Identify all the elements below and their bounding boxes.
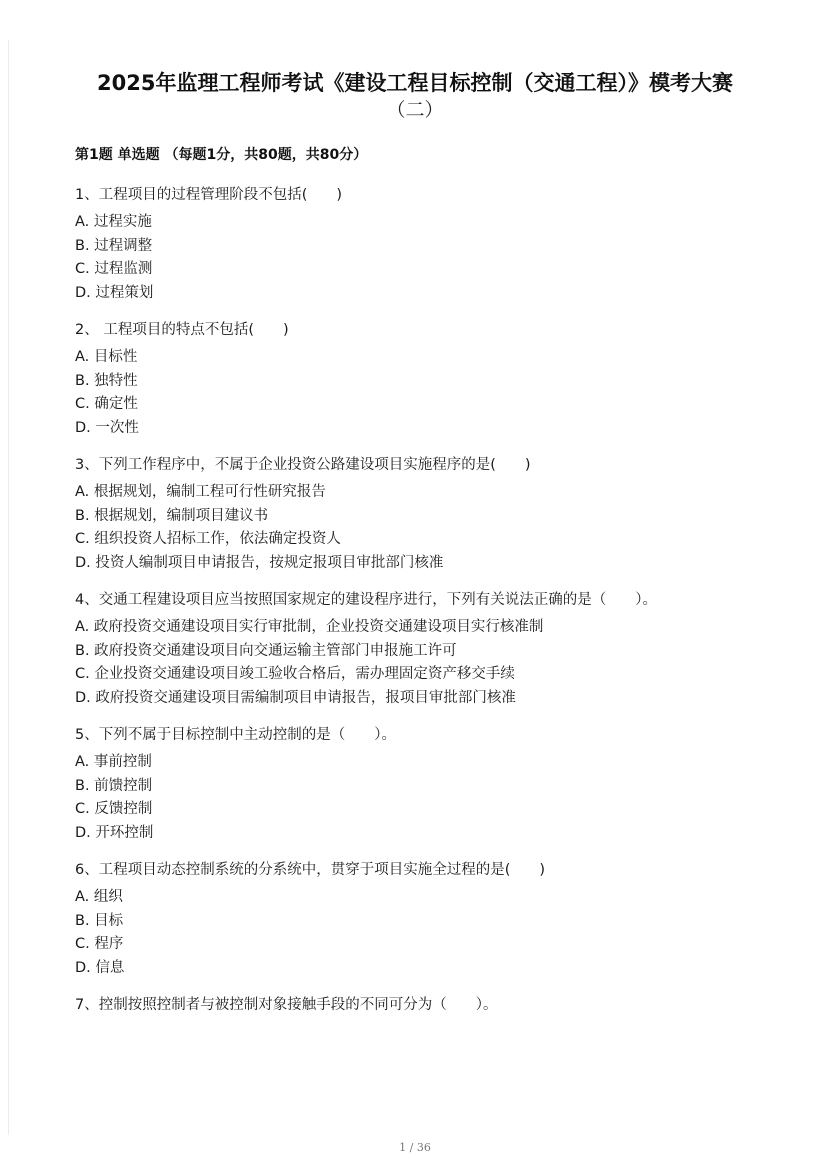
- question-6: [75, 859, 715, 980]
- option-d: D. 过程策划: [75, 284, 154, 301]
- option-c: C. 企业投资交通建设项目竣工验收合格后，需办理固定资产移交手续: [75, 666, 515, 682]
- question-1: [75, 184, 715, 305]
- question-stem: 4、交通工程建设项目应当按照国家规定的建设程序进行，下列有关说法正确的是（ ）。: [75, 592, 657, 608]
- question-stem: 3、下列工作程序中，不属于企业投资公路建设项目实施程序的是( ): [75, 457, 531, 473]
- question-stem: 5、下列不属于目标控制中主动控制的是（ ）。: [75, 727, 396, 743]
- option-c: C. 过程监测: [75, 261, 153, 277]
- option-a: A. 过程实施: [75, 214, 152, 230]
- option-b: B. 过程调整: [75, 237, 153, 254]
- question-2: [75, 319, 715, 440]
- title-text: 2025年监理工程师考试《建设工程目标控制（交通工程）》模考大赛: [97, 71, 733, 95]
- option-c: C. 确定性: [75, 396, 138, 412]
- option-a: A. 政府投资交通建设项目实行审批制，企业投资交通建设项目实行核准制: [75, 619, 544, 635]
- document-title: [60, 70, 770, 124]
- question-stem: 7、控制按照控制者与被控制对象接触手段的不同可分为（ ）。: [75, 997, 498, 1013]
- option-b: B. 目标: [75, 912, 124, 929]
- option-c: C. 反馈控制: [75, 801, 153, 817]
- option-b: B. 独特性: [75, 372, 138, 389]
- option-a: A. 组织: [75, 889, 123, 905]
- option-b: B. 前馈控制: [75, 777, 153, 794]
- option-c: C. 组织投资人招标工作，依法确定投资人: [75, 531, 341, 547]
- option-b: B. 根据规划，编制项目建议书: [75, 507, 269, 524]
- title-subtitle: （二）: [386, 99, 444, 121]
- page-edge: [8, 40, 9, 1135]
- question-5: [75, 724, 715, 845]
- option-d: D. 一次性: [75, 419, 139, 436]
- option-d: D. 投资人编制项目申请报告，按规定报项目审批部门核准: [75, 554, 444, 571]
- question-4: [75, 589, 715, 710]
- option-a: A. 事前控制: [75, 754, 152, 770]
- section-header: 第1题 单选题 （每题1分，共80题，共80分）: [75, 147, 368, 163]
- option-a: A. 目标性: [75, 349, 138, 365]
- page-indicator: 1 / 36: [399, 1141, 431, 1154]
- option-d: D. 政府投资交通建设项目需编制项目申请报告，报项目审批部门核准: [75, 689, 516, 706]
- question-stem: 2、 工程项目的特点不包括( ): [75, 322, 289, 338]
- option-d: D. 信息: [75, 959, 125, 976]
- question-7: [75, 994, 715, 1017]
- option-d: D. 开环控制: [75, 824, 154, 841]
- option-a: A. 根据规划，编制工程可行性研究报告: [75, 484, 326, 500]
- question-3: [75, 454, 715, 575]
- option-b: B. 政府投资交通建设项目向交通运输主管部门申报施工许可: [75, 642, 457, 659]
- question-list: [75, 184, 715, 1031]
- option-c: C. 程序: [75, 936, 124, 952]
- question-stem: 6、工程项目动态控制系统的分系统中，贯穿于项目实施全过程的是( ): [75, 862, 546, 878]
- question-stem: 1、工程项目的过程管理阶段不包括( ): [75, 187, 343, 203]
